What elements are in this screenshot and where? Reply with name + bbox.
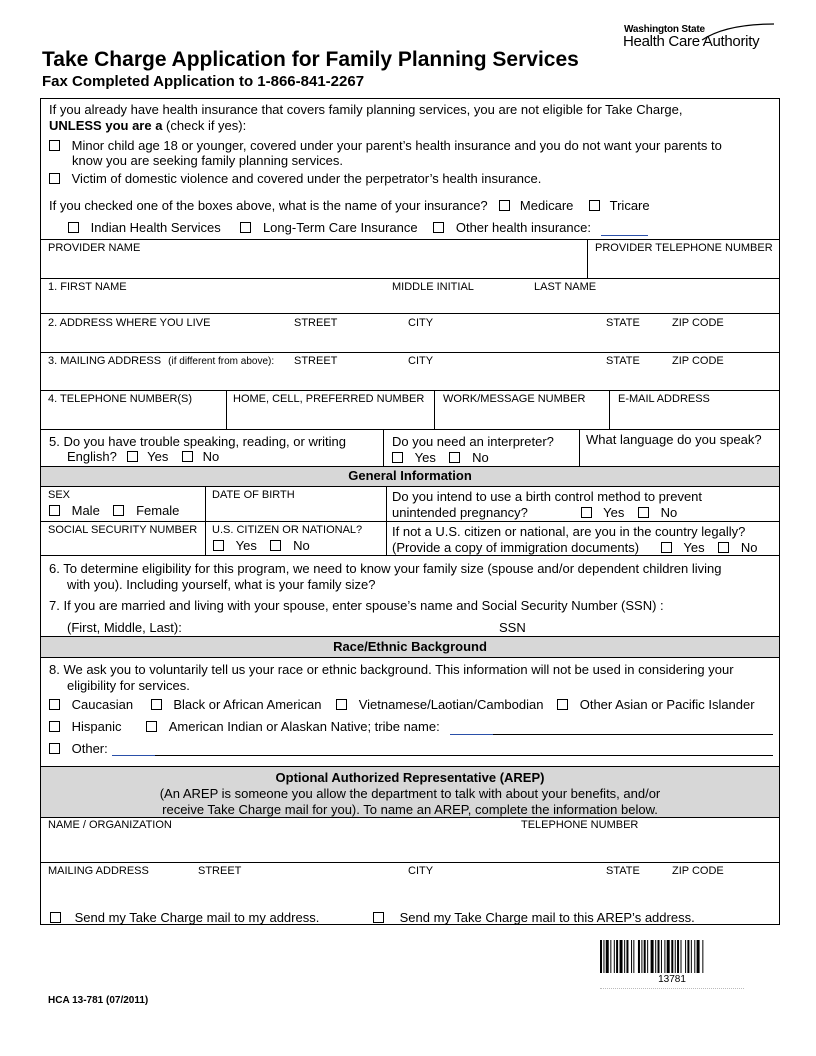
form-number: HCA 13-781 (07/2011) [48,995,149,1006]
minor-child-checkbox[interactable] [49,140,60,151]
race-options-row1: Caucasian Black or African American Vietnamese/Laotian/Cambodian Other Asian or Pacific Islander [49,697,755,713]
domestic-violence-checkbox[interactable] [49,173,60,184]
mail-to-me-option: Send my Take Charge mail to my address. [50,910,319,926]
race-other-checkbox[interactable] [49,743,60,754]
race-question-cont: eligibility for services. [67,678,190,693]
domestic-violence-option: Victim of domestic violence and covered under the perpetrator’s health insurance. [49,171,541,187]
barcode-underline [600,988,744,989]
family-size-question: 6. To determine eligibility for this program, we need to know your family size (spouse and/or dependent children living [49,561,722,576]
birth-control-no-checkbox[interactable] [638,507,649,518]
race-other-field[interactable] [112,755,155,756]
agency-logo-line2: Health Care Authority [623,33,760,50]
mailing-zip-label: ZIP CODE [672,355,724,367]
race-other-option: Other: [49,741,108,757]
arep-street-label: STREET [198,865,242,877]
birth-control-question-cont: unintended pregnancy? Yes No [392,505,678,520]
residence-zip-label: ZIP CODE [672,317,724,329]
legal-status-question: If not a U.S. citizen or national, are you in the country legally? [392,524,746,539]
citizen-label: U.S. CITIZEN OR NATIONAL? [212,524,363,536]
medicare-checkbox[interactable] [499,200,510,211]
tribe-name-field[interactable] [450,734,493,735]
arep-mailing-label: MAILING ADDRESS [48,865,149,877]
arep-description: (An AREP is someone you allow the department to talk with about your benefits, and/or [159,786,661,801]
ihs-checkbox[interactable] [68,222,79,233]
caucasian-checkbox[interactable] [49,699,60,710]
race-options-row2: Hispanic American Indian or Alaskan Native; tribe name: [49,719,440,735]
ltc-checkbox[interactable] [240,222,251,233]
interpreter-yes-checkbox[interactable] [392,452,403,463]
other-insurance-checkbox[interactable] [433,222,444,233]
insurance-question: If you checked one of the boxes above, what is the name of your insurance? Medicare Tricare [49,198,650,213]
general-info-header: General Information [348,468,472,483]
provider-phone-label: PROVIDER TELEPHONE NUMBER [595,242,773,254]
arep-zip-label: ZIP CODE [672,865,724,877]
minor-child-option-cont: know you are seeking family planning services. [72,153,343,168]
spouse-ssn-label: SSN [499,620,526,635]
logo-swoosh-icon [700,22,776,42]
mailing-city-label: CITY [408,355,434,367]
work-phone-label: WORK/MESSAGE NUMBER [443,393,586,405]
barcode-icon [600,940,744,973]
spouse-question: 7. If you are married and living with your spouse, enter spouse’s name and Social Security Number (SSN) : [49,598,664,613]
barcode-number: 13781 [658,974,686,985]
fax-instruction: Fax Completed Application to 1-866-841-2267 [42,73,365,90]
mailing-state-label: STATE [606,355,640,367]
citizen-options: Yes No [213,538,310,554]
residence-street-label: STREET [294,317,338,329]
middle-initial-label: MIDDLE INITIAL [392,281,474,293]
minor-child-option: Minor child age 18 or younger, covered under your parent’s health insurance and you do not want your parents to [49,138,722,154]
residence-address-label: 2. ADDRESS WHERE YOU LIVE [48,317,211,329]
black-checkbox[interactable] [151,699,162,710]
language-question: What language do you speak? [586,432,762,447]
arep-header: Optional Authorized Representative (AREP) [275,770,545,785]
intro-unless: UNLESS you are a (check if yes): [49,118,247,133]
sex-label: SEX [48,489,71,501]
telephone-label: 4. TELEPHONE NUMBER(S) [48,393,193,405]
spouse-name-label: (First, Middle, Last): [67,620,182,635]
residence-state-label: STATE [606,317,640,329]
home-phone-label: HOME, CELL, PREFERRED NUMBER [233,393,425,405]
provider-name-label: PROVIDER NAME [48,242,141,254]
language-barrier-answers: English? Yes No [67,449,220,464]
other-insurance-field[interactable] [601,235,648,236]
birth-control-yes-checkbox[interactable] [581,507,592,518]
application-form [40,98,780,925]
arep-name-label: NAME / ORGANIZATION [48,819,172,831]
vietnamese-checkbox[interactable] [336,699,347,710]
page-title: Take Charge Application for Family Planning Services [42,48,579,71]
tricare-checkbox[interactable] [589,200,600,211]
interpreter-no-checkbox[interactable] [449,452,460,463]
legal-status-options: (Provide a copy of immigration documents) Yes No [392,540,758,555]
female-checkbox[interactable] [113,505,124,516]
race-question: 8. We ask you to voluntarily tell us your race or ethnic background. This information will not be used in considering your [49,662,734,677]
legal-yes-checkbox[interactable] [661,542,672,553]
english-trouble-no-checkbox[interactable] [182,451,193,462]
male-checkbox[interactable] [49,505,60,516]
language-barrier-question: 5. Do you have trouble speaking, reading, or writing [49,434,347,449]
native-american-checkbox[interactable] [146,721,157,732]
family-size-question-cont: with you). Including yourself, what is your family size? [67,577,376,592]
arep-phone-label: TELEPHONE NUMBER [521,819,639,831]
race-header: Race/Ethnic Background [333,639,487,654]
dob-label: DATE OF BIRTH [212,489,295,501]
last-name-label: LAST NAME [534,281,597,293]
mail-to-arep-checkbox[interactable] [373,912,384,923]
hispanic-checkbox[interactable] [49,721,60,732]
intro-text: If you already have health insurance that covers family planning services, you are not eligible for Take Charge, [49,102,683,117]
mail-to-arep-option: Send my Take Charge mail to this AREP’s address. [373,910,695,926]
other-asian-checkbox[interactable] [557,699,568,710]
english-trouble-yes-checkbox[interactable] [127,451,138,462]
agency-logo-line1: Washington State [624,24,705,35]
mailing-street-label: STREET [294,355,338,367]
arep-state-label: STATE [606,865,640,877]
citizen-yes-checkbox[interactable] [213,540,224,551]
first-name-label: 1. FIRST NAME [48,281,127,293]
ssn-label: SOCIAL SECURITY NUMBER [48,524,198,536]
insurance-options-row2: Indian Health Services Long-Term Care Insurance Other health insurance: [68,220,591,236]
mail-to-me-checkbox[interactable] [50,912,61,923]
interpreter-answers: Yes No [392,450,489,466]
arep-city-label: CITY [408,865,434,877]
sex-options: Male Female [49,503,179,519]
interpreter-question: Do you need an interpreter? [392,434,554,449]
email-label: E-MAIL ADDRESS [618,393,710,405]
citizen-no-checkbox[interactable] [270,540,281,551]
residence-city-label: CITY [408,317,434,329]
arep-description-cont: receive Take Charge mail for you). To name an AREP, complete the information below. [162,802,658,817]
birth-control-question: Do you intend to use a birth control method to prevent [392,489,703,504]
legal-no-checkbox[interactable] [718,542,729,553]
mailing-address-label: 3. MAILING ADDRESS (if different from above): [48,355,275,367]
